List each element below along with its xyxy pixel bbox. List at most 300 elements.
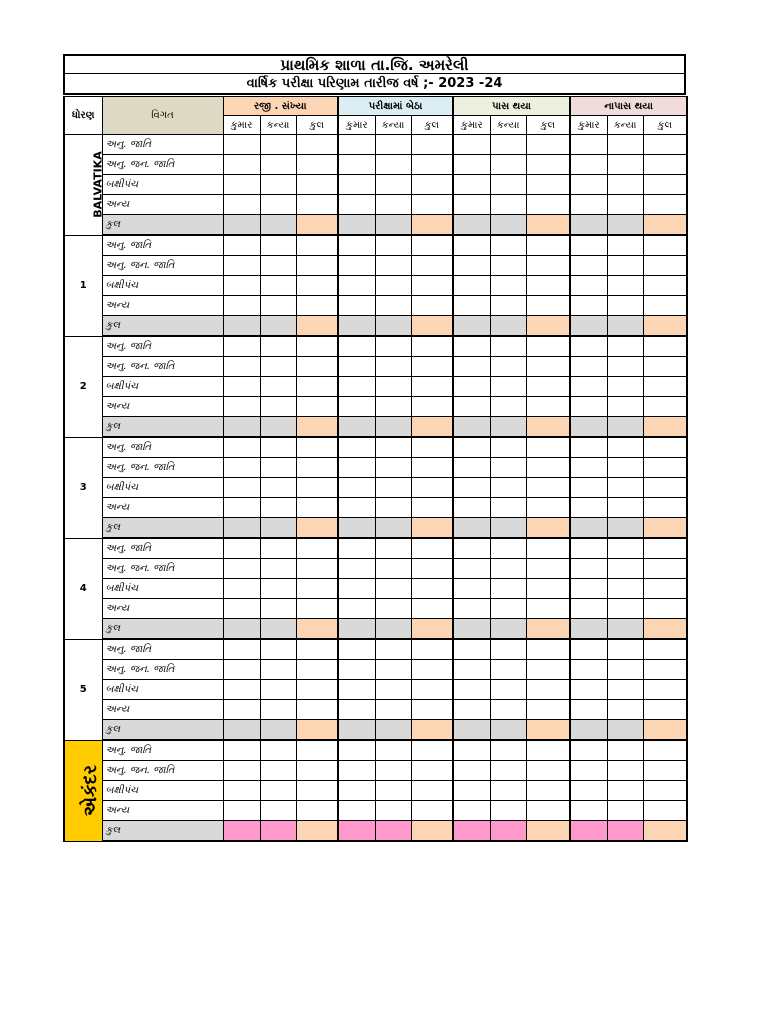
data-cell[interactable] [338, 357, 375, 377]
data-cell[interactable] [411, 599, 453, 619]
data-cell[interactable] [643, 175, 687, 195]
data-cell[interactable] [411, 720, 453, 741]
data-cell[interactable] [411, 437, 453, 458]
data-cell[interactable] [260, 417, 296, 438]
data-cell[interactable] [570, 397, 607, 417]
data-cell[interactable] [296, 538, 338, 559]
data-cell[interactable] [453, 821, 490, 842]
data-cell[interactable] [260, 135, 296, 155]
data-cell[interactable] [260, 498, 296, 518]
data-cell[interactable] [490, 215, 526, 236]
data-cell[interactable] [260, 599, 296, 619]
data-cell[interactable] [607, 619, 643, 640]
data-cell[interactable] [296, 256, 338, 276]
data-cell[interactable] [570, 276, 607, 296]
data-cell[interactable] [223, 538, 260, 559]
data-cell[interactable] [260, 195, 296, 215]
data-cell[interactable] [570, 458, 607, 478]
data-cell[interactable] [411, 660, 453, 680]
data-cell[interactable] [643, 518, 687, 539]
data-cell[interactable] [453, 599, 490, 619]
data-cell[interactable] [526, 175, 570, 195]
data-cell[interactable] [223, 619, 260, 640]
data-cell[interactable] [453, 316, 490, 337]
data-cell[interactable] [260, 276, 296, 296]
data-cell[interactable] [338, 619, 375, 640]
data-cell[interactable] [570, 215, 607, 236]
data-cell[interactable] [296, 417, 338, 438]
data-cell[interactable] [570, 437, 607, 458]
data-cell[interactable] [223, 296, 260, 316]
data-cell[interactable] [260, 761, 296, 781]
data-cell[interactable] [375, 740, 411, 761]
data-cell[interactable] [607, 397, 643, 417]
data-cell[interactable] [260, 700, 296, 720]
data-cell[interactable] [338, 700, 375, 720]
data-cell[interactable] [490, 235, 526, 256]
data-cell[interactable] [223, 518, 260, 539]
data-cell[interactable] [570, 599, 607, 619]
data-cell[interactable] [296, 498, 338, 518]
data-cell[interactable] [526, 639, 570, 660]
data-cell[interactable] [570, 700, 607, 720]
data-cell[interactable] [223, 801, 260, 821]
data-cell[interactable] [296, 458, 338, 478]
data-cell[interactable] [607, 458, 643, 478]
data-cell[interactable] [338, 458, 375, 478]
data-cell[interactable] [570, 720, 607, 741]
data-cell[interactable] [338, 256, 375, 276]
data-cell[interactable] [643, 680, 687, 700]
data-cell[interactable] [223, 680, 260, 700]
data-cell[interactable] [260, 740, 296, 761]
data-cell[interactable] [411, 397, 453, 417]
data-cell[interactable] [223, 155, 260, 175]
data-cell[interactable] [526, 740, 570, 761]
data-cell[interactable] [223, 700, 260, 720]
data-cell[interactable] [375, 781, 411, 801]
data-cell[interactable] [223, 781, 260, 801]
data-cell[interactable] [570, 478, 607, 498]
data-cell[interactable] [296, 761, 338, 781]
data-cell[interactable] [570, 175, 607, 195]
data-cell[interactable] [375, 195, 411, 215]
data-cell[interactable] [223, 195, 260, 215]
data-cell[interactable] [260, 336, 296, 357]
data-cell[interactable] [411, 175, 453, 195]
data-cell[interactable] [643, 316, 687, 337]
data-cell[interactable] [223, 175, 260, 195]
data-cell[interactable] [607, 215, 643, 236]
data-cell[interactable] [375, 478, 411, 498]
data-cell[interactable] [526, 700, 570, 720]
data-cell[interactable] [570, 155, 607, 175]
data-cell[interactable] [643, 397, 687, 417]
data-cell[interactable] [411, 377, 453, 397]
data-cell[interactable] [643, 720, 687, 741]
data-cell[interactable] [607, 559, 643, 579]
data-cell[interactable] [296, 478, 338, 498]
data-cell[interactable] [411, 235, 453, 256]
data-cell[interactable] [643, 276, 687, 296]
data-cell[interactable] [607, 256, 643, 276]
data-cell[interactable] [338, 377, 375, 397]
data-cell[interactable] [453, 155, 490, 175]
data-cell[interactable] [490, 781, 526, 801]
data-cell[interactable] [526, 296, 570, 316]
data-cell[interactable] [375, 175, 411, 195]
data-cell[interactable] [260, 518, 296, 539]
data-cell[interactable] [338, 680, 375, 700]
data-cell[interactable] [338, 276, 375, 296]
data-cell[interactable] [643, 660, 687, 680]
data-cell[interactable] [643, 821, 687, 842]
data-cell[interactable] [338, 417, 375, 438]
data-cell[interactable] [607, 538, 643, 559]
data-cell[interactable] [375, 135, 411, 155]
data-cell[interactable] [453, 377, 490, 397]
data-cell[interactable] [411, 801, 453, 821]
data-cell[interactable] [296, 740, 338, 761]
data-cell[interactable] [375, 761, 411, 781]
data-cell[interactable] [490, 579, 526, 599]
data-cell[interactable] [296, 821, 338, 842]
data-cell[interactable] [223, 316, 260, 337]
data-cell[interactable] [570, 417, 607, 438]
data-cell[interactable] [411, 296, 453, 316]
data-cell[interactable] [411, 215, 453, 236]
data-cell[interactable] [338, 478, 375, 498]
data-cell[interactable] [453, 660, 490, 680]
data-cell[interactable] [375, 437, 411, 458]
data-cell[interactable] [260, 639, 296, 660]
data-cell[interactable] [607, 478, 643, 498]
data-cell[interactable] [526, 781, 570, 801]
data-cell[interactable] [453, 135, 490, 155]
data-cell[interactable] [570, 821, 607, 842]
data-cell[interactable] [607, 518, 643, 539]
data-cell[interactable] [375, 155, 411, 175]
data-cell[interactable] [490, 458, 526, 478]
data-cell[interactable] [411, 478, 453, 498]
data-cell[interactable] [453, 680, 490, 700]
data-cell[interactable] [411, 135, 453, 155]
data-cell[interactable] [296, 397, 338, 417]
data-cell[interactable] [490, 377, 526, 397]
data-cell[interactable] [453, 175, 490, 195]
data-cell[interactable] [296, 316, 338, 337]
data-cell[interactable] [338, 639, 375, 660]
data-cell[interactable] [223, 357, 260, 377]
data-cell[interactable] [607, 740, 643, 761]
data-cell[interactable] [260, 397, 296, 417]
data-cell[interactable] [607, 660, 643, 680]
data-cell[interactable] [453, 700, 490, 720]
data-cell[interactable] [296, 700, 338, 720]
data-cell[interactable] [260, 155, 296, 175]
data-cell[interactable] [260, 215, 296, 236]
data-cell[interactable] [526, 680, 570, 700]
data-cell[interactable] [296, 518, 338, 539]
data-cell[interactable] [526, 720, 570, 741]
data-cell[interactable] [643, 700, 687, 720]
data-cell[interactable] [607, 357, 643, 377]
data-cell[interactable] [296, 357, 338, 377]
data-cell[interactable] [375, 680, 411, 700]
data-cell[interactable] [526, 619, 570, 640]
data-cell[interactable] [296, 377, 338, 397]
data-cell[interactable] [490, 336, 526, 357]
data-cell[interactable] [411, 740, 453, 761]
data-cell[interactable] [375, 276, 411, 296]
data-cell[interactable] [453, 498, 490, 518]
data-cell[interactable] [607, 639, 643, 660]
data-cell[interactable] [411, 417, 453, 438]
data-cell[interactable] [526, 235, 570, 256]
data-cell[interactable] [411, 276, 453, 296]
data-cell[interactable] [411, 518, 453, 539]
data-cell[interactable] [643, 215, 687, 236]
data-cell[interactable] [607, 296, 643, 316]
data-cell[interactable] [526, 559, 570, 579]
data-cell[interactable] [296, 296, 338, 316]
data-cell[interactable] [570, 336, 607, 357]
data-cell[interactable] [490, 660, 526, 680]
data-cell[interactable] [375, 336, 411, 357]
data-cell[interactable] [453, 619, 490, 640]
data-cell[interactable] [643, 296, 687, 316]
data-cell[interactable] [338, 720, 375, 741]
data-cell[interactable] [490, 538, 526, 559]
data-cell[interactable] [607, 175, 643, 195]
data-cell[interactable] [570, 579, 607, 599]
data-cell[interactable] [338, 781, 375, 801]
data-cell[interactable] [453, 256, 490, 276]
data-cell[interactable] [338, 296, 375, 316]
data-cell[interactable] [411, 336, 453, 357]
data-cell[interactable] [296, 175, 338, 195]
data-cell[interactable] [607, 336, 643, 357]
data-cell[interactable] [338, 538, 375, 559]
data-cell[interactable] [260, 538, 296, 559]
data-cell[interactable] [526, 155, 570, 175]
data-cell[interactable] [296, 801, 338, 821]
data-cell[interactable] [375, 518, 411, 539]
data-cell[interactable] [338, 135, 375, 155]
data-cell[interactable] [260, 781, 296, 801]
data-cell[interactable] [607, 761, 643, 781]
data-cell[interactable] [375, 498, 411, 518]
data-cell[interactable] [570, 357, 607, 377]
data-cell[interactable] [338, 740, 375, 761]
data-cell[interactable] [453, 437, 490, 458]
data-cell[interactable] [607, 135, 643, 155]
data-cell[interactable] [411, 559, 453, 579]
data-cell[interactable] [375, 397, 411, 417]
data-cell[interactable] [526, 538, 570, 559]
data-cell[interactable] [338, 235, 375, 256]
data-cell[interactable] [526, 801, 570, 821]
data-cell[interactable] [643, 619, 687, 640]
data-cell[interactable] [260, 256, 296, 276]
data-cell[interactable] [643, 801, 687, 821]
data-cell[interactable] [375, 801, 411, 821]
data-cell[interactable] [526, 579, 570, 599]
data-cell[interactable] [375, 720, 411, 741]
data-cell[interactable] [411, 700, 453, 720]
data-cell[interactable] [526, 761, 570, 781]
data-cell[interactable] [453, 215, 490, 236]
data-cell[interactable] [607, 377, 643, 397]
data-cell[interactable] [526, 397, 570, 417]
data-cell[interactable] [375, 821, 411, 842]
data-cell[interactable] [223, 821, 260, 842]
data-cell[interactable] [296, 155, 338, 175]
data-cell[interactable] [296, 215, 338, 236]
data-cell[interactable] [375, 316, 411, 337]
data-cell[interactable] [338, 761, 375, 781]
data-cell[interactable] [570, 740, 607, 761]
data-cell[interactable] [526, 377, 570, 397]
data-cell[interactable] [643, 740, 687, 761]
data-cell[interactable] [643, 195, 687, 215]
data-cell[interactable] [296, 559, 338, 579]
data-cell[interactable] [338, 821, 375, 842]
data-cell[interactable] [296, 619, 338, 640]
data-cell[interactable] [643, 538, 687, 559]
data-cell[interactable] [607, 155, 643, 175]
data-cell[interactable] [526, 195, 570, 215]
data-cell[interactable] [338, 316, 375, 337]
data-cell[interactable] [453, 417, 490, 438]
data-cell[interactable] [570, 316, 607, 337]
data-cell[interactable] [490, 175, 526, 195]
data-cell[interactable] [223, 397, 260, 417]
data-cell[interactable] [260, 235, 296, 256]
data-cell[interactable] [223, 458, 260, 478]
data-cell[interactable] [607, 801, 643, 821]
data-cell[interactable] [375, 660, 411, 680]
data-cell[interactable] [223, 498, 260, 518]
data-cell[interactable] [338, 660, 375, 680]
data-cell[interactable] [375, 215, 411, 236]
data-cell[interactable] [411, 155, 453, 175]
data-cell[interactable] [607, 316, 643, 337]
data-cell[interactable] [643, 458, 687, 478]
data-cell[interactable] [260, 801, 296, 821]
data-cell[interactable] [223, 135, 260, 155]
data-cell[interactable] [338, 518, 375, 539]
data-cell[interactable] [607, 700, 643, 720]
data-cell[interactable] [490, 135, 526, 155]
data-cell[interactable] [490, 720, 526, 741]
data-cell[interactable] [490, 619, 526, 640]
data-cell[interactable] [643, 498, 687, 518]
data-cell[interactable] [570, 377, 607, 397]
data-cell[interactable] [490, 498, 526, 518]
data-cell[interactable] [453, 781, 490, 801]
data-cell[interactable] [296, 599, 338, 619]
data-cell[interactable] [223, 437, 260, 458]
data-cell[interactable] [607, 680, 643, 700]
data-cell[interactable] [490, 397, 526, 417]
data-cell[interactable] [223, 417, 260, 438]
data-cell[interactable] [607, 195, 643, 215]
data-cell[interactable] [338, 336, 375, 357]
data-cell[interactable] [526, 478, 570, 498]
data-cell[interactable] [296, 135, 338, 155]
data-cell[interactable] [607, 235, 643, 256]
data-cell[interactable] [411, 195, 453, 215]
data-cell[interactable] [223, 599, 260, 619]
data-cell[interactable] [375, 235, 411, 256]
data-cell[interactable] [570, 235, 607, 256]
data-cell[interactable] [570, 801, 607, 821]
data-cell[interactable] [526, 135, 570, 155]
data-cell[interactable] [526, 660, 570, 680]
data-cell[interactable] [453, 740, 490, 761]
data-cell[interactable] [223, 256, 260, 276]
data-cell[interactable] [570, 498, 607, 518]
data-cell[interactable] [570, 680, 607, 700]
data-cell[interactable] [296, 660, 338, 680]
data-cell[interactable] [526, 276, 570, 296]
data-cell[interactable] [260, 559, 296, 579]
data-cell[interactable] [296, 437, 338, 458]
data-cell[interactable] [375, 559, 411, 579]
data-cell[interactable] [223, 740, 260, 761]
data-cell[interactable] [296, 235, 338, 256]
data-cell[interactable] [526, 518, 570, 539]
data-cell[interactable] [490, 417, 526, 438]
data-cell[interactable] [607, 498, 643, 518]
data-cell[interactable] [453, 296, 490, 316]
data-cell[interactable] [338, 397, 375, 417]
data-cell[interactable] [296, 336, 338, 357]
data-cell[interactable] [411, 498, 453, 518]
data-cell[interactable] [526, 437, 570, 458]
data-cell[interactable] [223, 336, 260, 357]
data-cell[interactable] [375, 700, 411, 720]
data-cell[interactable] [411, 781, 453, 801]
data-cell[interactable] [490, 256, 526, 276]
data-cell[interactable] [453, 538, 490, 559]
data-cell[interactable] [643, 579, 687, 599]
data-cell[interactable] [260, 821, 296, 842]
data-cell[interactable] [490, 801, 526, 821]
data-cell[interactable] [490, 357, 526, 377]
data-cell[interactable] [607, 579, 643, 599]
data-cell[interactable] [260, 296, 296, 316]
data-cell[interactable] [260, 660, 296, 680]
data-cell[interactable] [411, 639, 453, 660]
data-cell[interactable] [490, 437, 526, 458]
data-cell[interactable] [411, 316, 453, 337]
data-cell[interactable] [453, 639, 490, 660]
data-cell[interactable] [490, 559, 526, 579]
data-cell[interactable] [223, 639, 260, 660]
data-cell[interactable] [526, 821, 570, 842]
data-cell[interactable] [643, 155, 687, 175]
data-cell[interactable] [338, 801, 375, 821]
data-cell[interactable] [411, 821, 453, 842]
data-cell[interactable] [453, 458, 490, 478]
data-cell[interactable] [223, 377, 260, 397]
data-cell[interactable] [453, 397, 490, 417]
data-cell[interactable] [570, 135, 607, 155]
data-cell[interactable] [570, 195, 607, 215]
data-cell[interactable] [375, 579, 411, 599]
